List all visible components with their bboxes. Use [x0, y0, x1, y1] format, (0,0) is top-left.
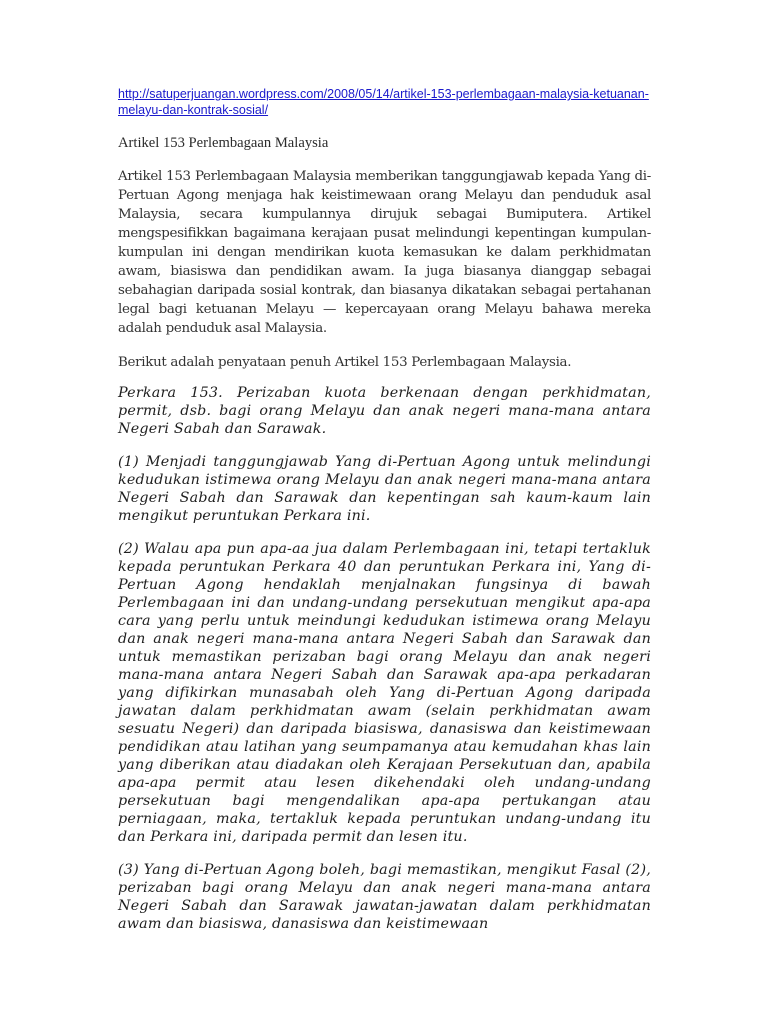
document-page [118, 86, 651, 948]
lead-in-paragraph: Berikut adalah penyataan penuh Artikel 153 Perlembagaan Malaysia. [118, 355, 572, 370]
clause-1: (1) Menjadi tanggungjawab Yang di-Pertuan Agong untuk melindungi kedudukan istimewa orang Melayu dan anak negeri mana-mana antara Negeri Sabah dan Sarawak dan kepentingan sah kaum-kaum lain mengikut peruntukan Perkara ini. [118, 454, 651, 524]
source-url-link[interactable]: http://satuperjuangan.wordpress.com/2008/05/14/artikel-153-perlembagaan-malaysia-ketuanan-melayu-dan-kontrak-sosial/ [118, 87, 649, 117]
article-heading: Perkara 153. Perizaban kuota berkenaan dengan perkhidmatan, permit, dsb. bagi orang Melayu dan anak negeri mana-mana antara Negeri Sabah dan Sarawak. [118, 385, 651, 437]
intro-paragraph: Artikel 153 Perlembagaan Malaysia memberikan tanggungjawab kepada Yang di-Pertuan Agong menjaga hak keistimewaan orang Melayu dan penduduk asal Malaysia, secara kumpulannya dirujuk sebagai Bumiputera. Artikel mengspesifikkan bagaimana kerajaan pusat melindungi kepentingan kumpulan-kumpulan ini dengan mendirikan kuota kemasukan ke dalam perkhidmatan awam, biasiswa dan pendidikan awam. Ia juga biasanya dianggap sebagai sebahagian daripada sosial kontrak, dan biasanya dikatakan sebagai pertahanan legal bagi ketuanan Melayu — kepercayaan orang Melayu bahawa mereka adalah penduduk asal Malaysia. [118, 169, 651, 336]
clause-2: (2) Walau apa pun apa-aa jua dalam Perlembagaan ini, tetapi tertakluk kepada peruntukan Perkara 40 dan peruntukan Perkara ini, Yang di-Pertuan Agong hendaklah menjalnakan fungsinya di bawah Perlembagaan ini dan undang-undang persekutuan mengikut apa-apa cara yang perlu untuk meindungi kedudukan istimewa orang Melayu dan anak negeri mana-mana antara Negeri Sabah dan Sarawak dan untuk memastikan perizaban bagi orang Melayu dan anak negeri mana-mana antara Negeri Sabah dan Sarawak apa-apa perkadaran yang difikirkan munasabah oleh Yang di-Pertuan Agong daripada jawatan dalam perkhidmatan awam (selain perkhidmatan awam sesuatu Negeri) dan daripada biasiswa, danasiswa dan keistimewaan pendidikan atau latihan yang seumpamanya atau kemudahan khas lain yang diberikan atau diadakan oleh Kerajaan Persekutuan dan, apabila apa-apa permit atau lesen dikehendaki oleh undang-undang persekutuan bagi mengendalikan apa-apa pertukangan atau perniagaan, maka, tertakluk kepada peruntukan undang-undang itu dan Perkara ini, daripada permit dan lesen itu. [118, 541, 651, 845]
document-title: Artikel 153 Perlembagaan Malaysia [118, 135, 329, 151]
clause-3: (3) Yang di-Pertuan Agong boleh, bagi memastikan, mengikut Fasal (2), perizaban bagi orang Melayu dan anak negeri mana-mana antara Negeri Sabah dan Sarawak jawatan-jawatan dalam perkhidmatan awam dan biasiswa, danasiswa dan keistimewaan [118, 862, 651, 932]
